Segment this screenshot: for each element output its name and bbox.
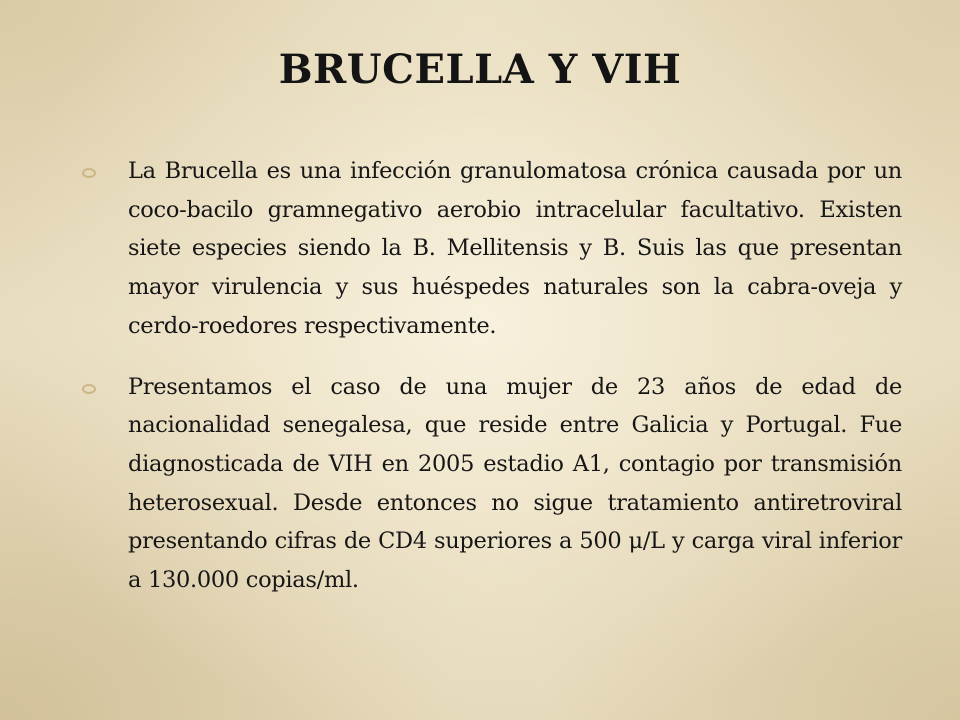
list-item: [80, 152, 902, 346]
bullet-text: Presentamos el caso de una mujer de 23 años de edad de nacionalidad senegalesa, que reside entre Galicia y Portugal. Fue diagnosticada de VIH en 2005 estadio A1, contagio por transmisión heterosexual. Desde entonces no sigue tratamiento antiretroviral presentando cifras de CD4 superiores a 500 μ/L y carga viral inferior a 130.000 copias/ml.: [128, 373, 902, 594]
list-item: [80, 368, 902, 600]
page-title: BRUCELLA Y VIH: [278, 46, 682, 93]
slide-body: [80, 152, 902, 622]
ring-bullet-icon: [82, 168, 96, 178]
ring-bullet-icon: [82, 384, 96, 394]
bullet-text: La Brucella es una infección granulomatosa crónica causada por un coco-bacilo gramnegativo aerobio intracelular facultativo. Existen siete especies siendo la B. Mellitensis y B. Suis las que presentan mayor virulencia y sus huéspedes naturales son la cabra-oveja y cerdo-roedores respectivamente.: [128, 158, 902, 339]
